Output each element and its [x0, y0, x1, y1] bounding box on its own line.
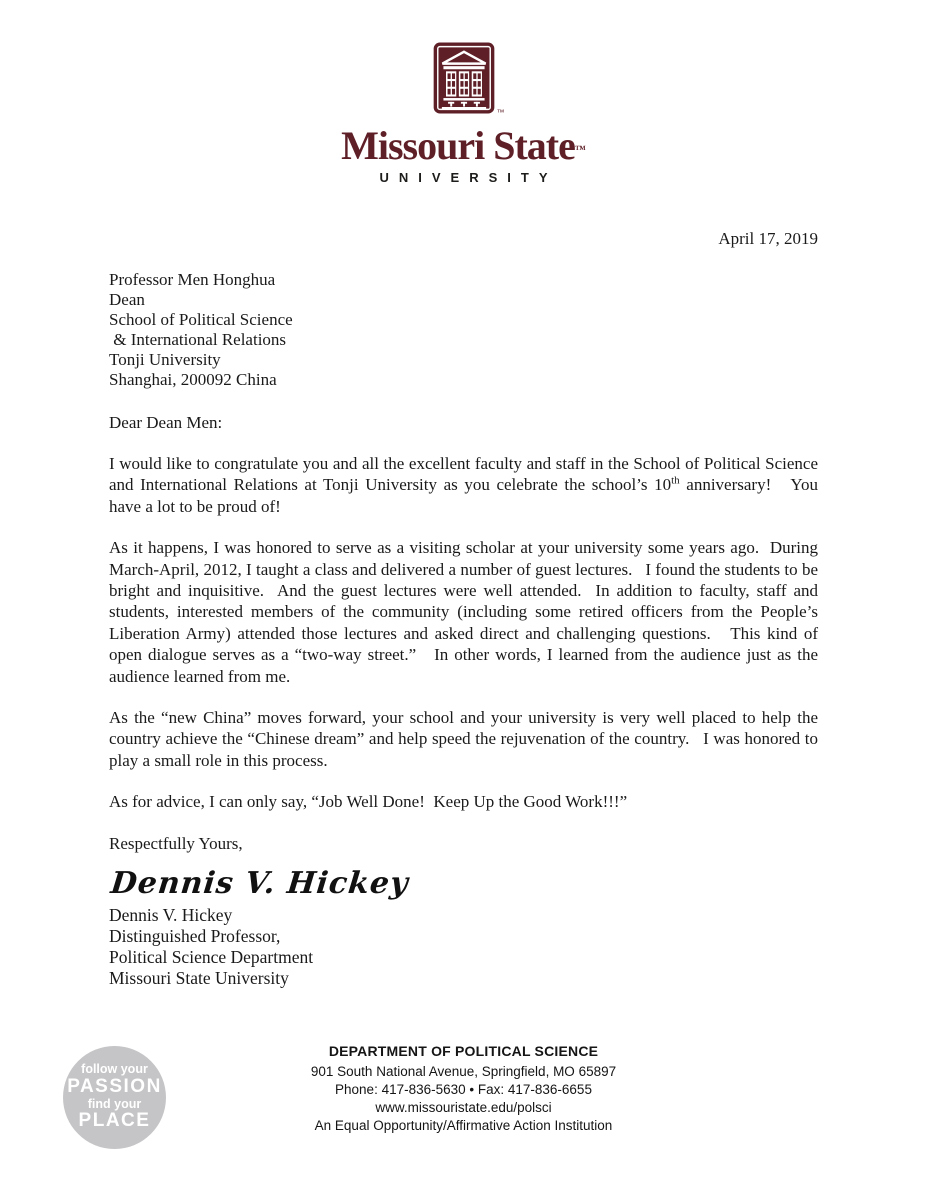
- crest-trademark: ™: [496, 108, 505, 117]
- badge-line: PASSION: [67, 1075, 162, 1097]
- body-paragraph-3: As the “new China” moves forward, your school and your university is very well placed to help the country achieve the “Chinese dream” and help speed the rejuvenation of the country. I was honored to play a small role in this process.: [109, 708, 823, 770]
- badge-line: find your: [87, 1096, 142, 1111]
- recipient-line: Shanghai, 200092 China: [109, 370, 277, 389]
- recipient-address: [109, 270, 818, 390]
- recipient-line: & International Relations: [109, 330, 287, 349]
- footer-eeo-statement: An Equal Opportunity/Affirmative Action Institution: [314, 1118, 613, 1133]
- passion-place-badge: [63, 1046, 166, 1149]
- signature-block: [109, 905, 818, 989]
- recipient-line: Tonji University: [109, 350, 221, 369]
- signature-line: Distinguished Professor,: [109, 925, 281, 946]
- closing: Respectfully Yours,: [109, 833, 243, 853]
- body-paragraph-4: As for advice, I can only say, “Job Well Done! Keep Up the Good Work!!!”: [109, 792, 628, 812]
- letterhead: [109, 0, 818, 185]
- university-wordmark: Missouri State™: [341, 123, 586, 168]
- handwritten-signature: Dennis V. Hickey: [109, 865, 411, 901]
- university-building-icon: [433, 42, 495, 114]
- footer-phone-fax: Phone: 417-836-5630 • Fax: 417-836-6655: [335, 1082, 592, 1097]
- body-paragraph-2: As it happens, I was honored to serve as a visiting scholar at your university some years ago. During March-April, 2012, I taught a class and delivered a number of guest lectures. I found the students to be bright and inquisitive. And the guest lectures were well attended. In addition to faculty, staff and students, interested members of the community (including some retired officers from the People’s Liberation Army) attended those lectures and asked direct and challenging questions. This kind of open dialogue serves as a “two-way street.” In other words, I learned from the audience just as the audience learned from me.: [109, 538, 823, 686]
- letter-footer: [0, 1042, 927, 1135]
- wordmark-trademark: ™: [574, 144, 586, 156]
- university-crest: [433, 42, 505, 119]
- badge-line: PLACE: [78, 1110, 151, 1132]
- footer-website: www.missouristate.edu/polsci: [375, 1100, 552, 1115]
- recipient-line: School of Political Science: [109, 310, 293, 329]
- ordinal-superscript: th: [671, 474, 680, 487]
- footer-address: 901 South National Avenue, Springfield, MO 65897: [310, 1064, 617, 1079]
- signature-line: Dennis V. Hickey: [109, 904, 233, 925]
- recipient-line: Dean: [109, 290, 145, 309]
- body-paragraph-1: I would like to congratulate you and all the excellent faculty and staff in the School of Political Science and International Relations at Tonji University as you celebrate the school’s 10th anniversary! You have a lot to be proud of!: [109, 454, 823, 516]
- salutation: Dear Dean Men:: [109, 413, 223, 432]
- university-subtitle: UNIVERSITY: [379, 170, 558, 185]
- badge-line: follow your: [81, 1061, 148, 1076]
- letter-date: April 17, 2019: [718, 229, 818, 248]
- department-name: DEPARTMENT OF POLITICAL SCIENCE: [328, 1043, 599, 1059]
- recipient-line: Professor Men Honghua: [109, 270, 276, 289]
- signature-line: Political Science Department: [109, 946, 314, 967]
- signature-line: Missouri State University: [109, 967, 289, 988]
